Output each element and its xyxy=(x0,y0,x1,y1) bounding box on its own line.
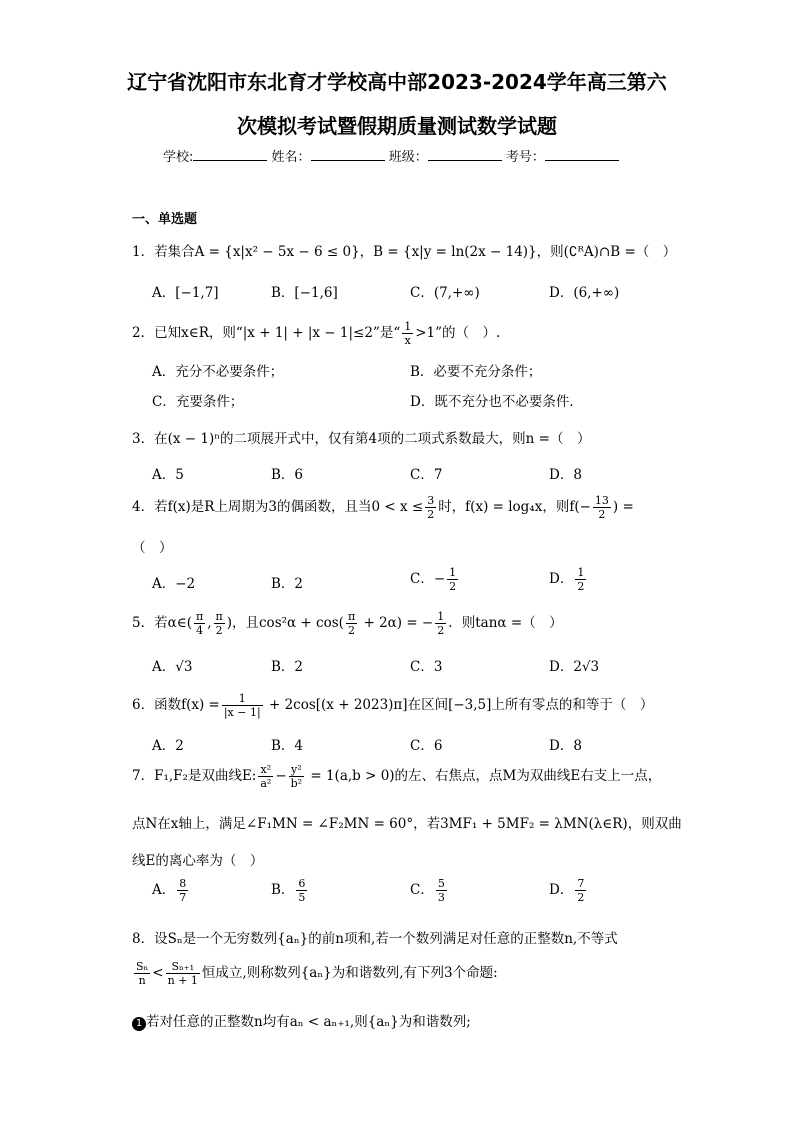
question-8-line1: 8．设Sₙ是一个无穷数列{aₙ}的前n项和,若一个数列满足对任意的正整数n,不等式 xyxy=(132,931,618,947)
number-blank xyxy=(545,148,619,161)
circled-number-icon: 1 xyxy=(132,1017,146,1031)
fraction: $\frac{1}{x}$ xyxy=(404,320,412,347)
q3-option-a: A．5 xyxy=(152,467,184,483)
q4-option-d: D． $\frac{1}{2}$ xyxy=(549,566,585,593)
q7-option-d: D． $\frac{7}{2}$ xyxy=(549,877,585,904)
question-7-line1: 7．F₁,F₂是双曲线E: $\frac{\text{x²}}{\text{a²}}$ − $\frac{\text{y²}}{\text{b²}}$ = 1(a,b > 0)的左、右焦点，点M为双曲线E右支上一点， xyxy=(132,763,662,790)
q1-option-c: C．(7,+∞) xyxy=(410,285,480,301)
student-info xyxy=(163,146,619,165)
page-title-line2: 次模拟考试暨假期质量测试数学试题 xyxy=(237,114,557,138)
class-blank xyxy=(428,148,502,161)
fraction: $\frac{13}{2}$ xyxy=(594,494,609,521)
q7-option-a: A． $\frac{8}{7}$ xyxy=(152,877,187,904)
q7-option-c: C． $\frac{5}{3}$ xyxy=(410,877,445,904)
q7-option-b: B． $\frac{6}{5}$ xyxy=(271,877,306,904)
q6-option-a: A．2 xyxy=(152,738,184,754)
q3-option-c: C．7 xyxy=(410,467,443,483)
q4-option-b: B．2 xyxy=(271,576,304,592)
class-label: 班级： xyxy=(388,150,428,165)
question-4-cont: （ ） xyxy=(132,540,173,556)
name-label: 姓名： xyxy=(271,150,311,165)
q1-option-b: B．[−1,6] xyxy=(271,285,338,301)
question-2: 2．已知x∈R，则“|x + 1| + |x − 1|≤2”是“ $\frac{1}{x}$ >1”的（ ）. xyxy=(132,320,501,347)
q1-option-a: A．[−1,7] xyxy=(152,285,219,301)
q2-option-c: C．充要条件； xyxy=(152,394,244,410)
q5-option-a: A．√3 xyxy=(152,659,193,675)
question-3: 3．在(x − 1)ⁿ的二项展开式中，仅有第4项的二项式系数最大，则n =（ ） xyxy=(132,431,591,447)
q5-option-c: C．3 xyxy=(410,659,443,675)
question-8-line2: $\frac{\text{Sₙ}}{n}$ < $\frac{\text{Sₙ₊₁}}{n + 1}$ 恒成立,则称数列{aₙ}为和谐数列,有下列3个命题: xyxy=(136,960,498,987)
number-label: 考号： xyxy=(505,150,545,165)
question-6: 6．函数f(x) = $\frac{1}{|x - 1|}$ + 2cos[(x + 2023)π]在区间[−3,5]上所有零点的和等于（ ） xyxy=(132,692,654,719)
q5-option-b: B．2 xyxy=(271,659,304,675)
question-5: 5．若α∈( $\frac{\pi}{4}$ , $\frac{\pi}{2}$ )，且cos²α + cos( $\frac{\pi}{2}$ + 2α) = − $\frac{1}{2}$ ．则tanα =（ ） xyxy=(132,610,563,637)
school-blank xyxy=(193,148,267,161)
q5-option-d: D．2√3 xyxy=(549,659,600,675)
q3-option-b: B．6 xyxy=(271,467,304,483)
q4-option-c: C．− $\frac{1}{2}$ xyxy=(410,566,457,593)
q3-option-d: D．8 xyxy=(549,467,582,483)
question-7-line3: 线E的离心率为（ ） xyxy=(132,853,264,869)
q6-option-d: D．8 xyxy=(549,738,582,754)
school-label: 学校: xyxy=(163,150,194,165)
page-title-line1: 辽宁省沈阳市东北育才学校高中部2023-2024学年高三第六 xyxy=(127,70,667,94)
q6-option-c: C．6 xyxy=(410,738,443,754)
q1-option-d: D．(6,+∞) xyxy=(549,285,620,301)
section-heading: 一、单选题 xyxy=(132,212,198,227)
q6-option-b: B．4 xyxy=(271,738,304,754)
question-8-item-1: 1 若对任意的正整数n均有aₙ < aₙ₊₁,则{aₙ}为和谐数列; xyxy=(132,1010,471,1031)
question-1: 1．若集合A = {x|x² − 5x − 6 ≤ 0}，B = {x|y = ln(2x − 14)}，则(∁ᴿA)∩B =（ ） xyxy=(132,244,677,260)
question-7-line2: 点N在x轴上，满足∠F₁MN = ∠F₂MN = 60°，若3MF₁ + 5MF₂ = λMN(λ∈R)，则双曲 xyxy=(132,816,682,832)
fraction: $\frac{3}{2}$ xyxy=(427,494,435,521)
q2-option-a: A．充分不必要条件； xyxy=(152,364,284,380)
q4-option-a: A．−2 xyxy=(152,576,196,592)
name-blank xyxy=(311,148,385,161)
q2-option-b: B．必要不充分条件； xyxy=(410,364,542,380)
question-4: 4．若f(x)是R上周期为3的偶函数，且当0 < x ≤ $\frac{3}{2}$ 时，f(x) = log₄x，则f(− $\frac{13}{2}$ ) = xyxy=(132,494,634,521)
q2-option-d: D．既不充分也不必要条件． xyxy=(410,394,583,410)
